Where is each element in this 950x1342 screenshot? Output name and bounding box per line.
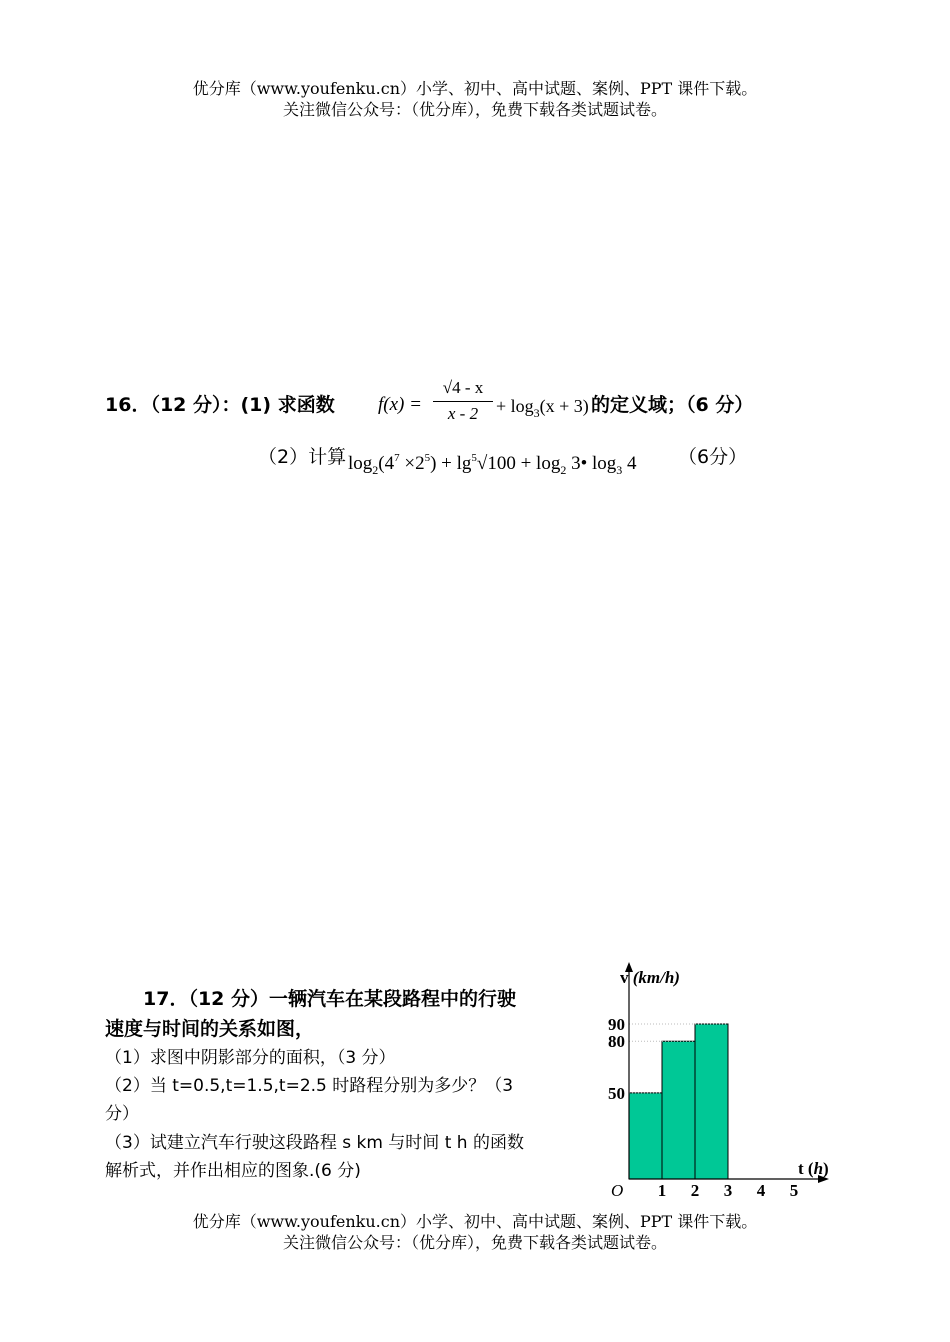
q16-log-arg: (x + 3) xyxy=(539,396,589,416)
q17-sub-3a: （3）试建立汽车行驶这段路程 s km 与时间 t h 的函数 xyxy=(105,1133,524,1153)
q16-part2-score: （6分） xyxy=(678,446,748,468)
expr-exp5: 5 xyxy=(424,452,431,464)
q16-lead: 16．（12 分）：(1) 求函数 xyxy=(105,394,335,416)
velocity-time-chart xyxy=(600,960,840,1205)
q17-sub-2b: 分） xyxy=(105,1104,139,1124)
q17-line-1: 17．（12 分）一辆汽车在某段路程中的行驶 xyxy=(143,988,516,1010)
footer-line-2: 关注微信公众号：（优分库），免费下载各类试题试卷。 xyxy=(282,1233,667,1252)
footer-line-1: 优分库（www.youfenku.cn）小学、初中、高中试题、案例、PPT 课件下载。 xyxy=(192,1212,758,1231)
bar-2 xyxy=(662,1041,695,1179)
q16-log-term: + log xyxy=(496,396,534,416)
bar-3 xyxy=(695,1024,728,1179)
y-tick-label: 90 xyxy=(608,1015,625,1034)
question-16 xyxy=(105,390,335,417)
x-axis-label: t (h) xyxy=(798,1159,829,1178)
expr-exp7: 7 xyxy=(394,452,400,464)
expr-b: (4 xyxy=(378,453,395,474)
y-axis-label: v (km/h) xyxy=(620,968,680,987)
expr-root-index: 5 xyxy=(471,452,477,464)
y-tick-label: 50 xyxy=(608,1083,625,1103)
expr-log-base: 2 xyxy=(372,463,379,477)
x-tick-label: 4 xyxy=(756,1181,766,1200)
expr-d: ) + lg xyxy=(430,453,472,474)
expr-e-base: 2 xyxy=(560,463,567,477)
fraction-bar xyxy=(433,401,493,402)
x-tick-label: 5 xyxy=(789,1181,799,1200)
q16-tail: 的定义域；（6 分） xyxy=(591,394,754,416)
q16-part2-label: （2）计算 xyxy=(258,446,347,468)
q17-line-2: 速度与时间的关系如图， xyxy=(105,1018,315,1040)
y-tick-label: 80 xyxy=(608,1032,625,1052)
q16-log-expression xyxy=(496,396,589,420)
x-tick-label: 3 xyxy=(723,1181,733,1200)
q16-fraction xyxy=(433,378,493,424)
x-tick-label: 1 xyxy=(657,1181,667,1200)
expr-log: log xyxy=(348,453,373,474)
q17-sub-3b: 解析式，并作出相应的图象.(6 分) xyxy=(105,1161,361,1181)
expr-g: 4 xyxy=(622,453,637,474)
header-line-1: 优分库（www.youfenku.cn）小学、初中、高中试题、案例、PPT 课件下载。 xyxy=(192,79,758,98)
expr-c: ×2 xyxy=(399,453,425,474)
q16-denominator: x - 2 xyxy=(447,404,479,423)
q17-sub-1: （1）求图中阴影部分的面积，（3 分） xyxy=(105,1048,396,1068)
y-axis-unit: (km/h) xyxy=(632,968,680,987)
expr-e: √100 + log xyxy=(476,453,561,474)
expr-f-base: 3 xyxy=(616,463,623,477)
bar-1 xyxy=(629,1093,662,1179)
expr-f: 3• log xyxy=(566,453,617,474)
q16-part2-expression xyxy=(348,453,637,475)
x-tick-label: 2 xyxy=(690,1181,700,1200)
q16-fx: f(x) = xyxy=(378,394,422,415)
header-line-2: 关注微信公众号：（优分库），免费下载各类试题试卷。 xyxy=(282,100,667,119)
q16-numerator: √4 - x xyxy=(442,378,484,397)
q16-log-base: 3 xyxy=(533,406,540,420)
q17-sub-2a: （2）当 t=0.5,t=1.5,t=2.5 时路程分别为多少？（3 xyxy=(105,1076,514,1096)
origin-label: O xyxy=(611,1181,624,1200)
